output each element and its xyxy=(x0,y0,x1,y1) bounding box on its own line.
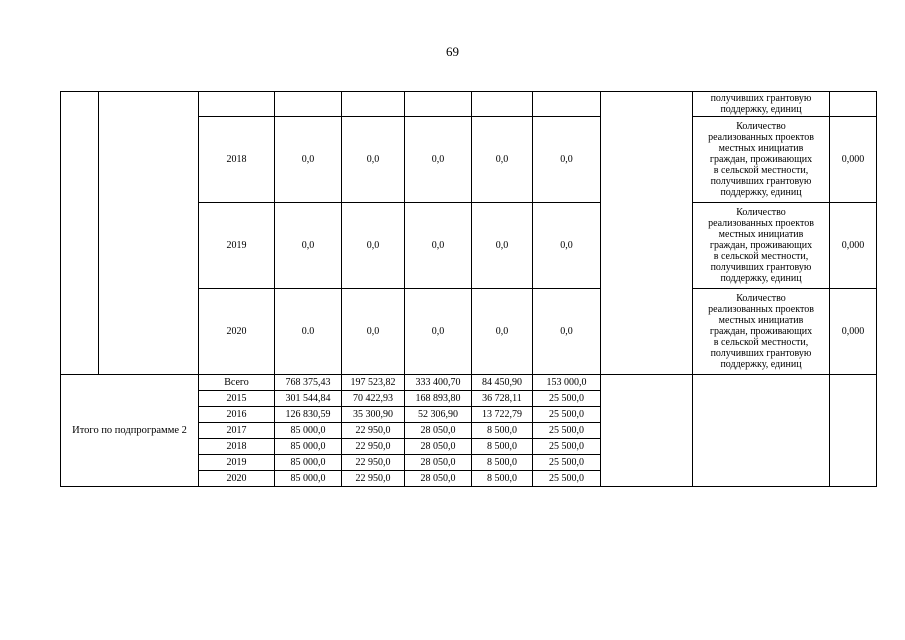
value-cell xyxy=(533,92,601,117)
value-cell: 25 500,0 xyxy=(533,423,601,439)
executor-cell xyxy=(601,375,693,487)
value-cell: 8 500,0 xyxy=(472,471,533,487)
year-cell: 2020 xyxy=(199,471,275,487)
target-cell xyxy=(830,375,877,487)
value-cell: 768 375,43 xyxy=(275,375,342,391)
year-cell: 2017 xyxy=(199,423,275,439)
value-cell: 22 950,0 xyxy=(342,455,405,471)
value-cell: 0,0 xyxy=(275,203,342,289)
value-cell: 25 500,0 xyxy=(533,391,601,407)
value-cell: 25 500,0 xyxy=(533,407,601,423)
value-cell: 0,0 xyxy=(405,203,472,289)
value-cell: 8 500,0 xyxy=(472,455,533,471)
target-cell: 0,000 xyxy=(830,289,877,375)
value-cell xyxy=(472,92,533,117)
value-cell: 85 000,0 xyxy=(275,439,342,455)
value-cell: 0,0 xyxy=(342,203,405,289)
value-cell: 0,0 xyxy=(533,117,601,203)
year-cell: Всего xyxy=(199,375,275,391)
indicator-cell xyxy=(693,289,830,375)
value-cell: 0,0 xyxy=(472,203,533,289)
value-cell: 0.0 xyxy=(275,289,342,375)
value-cell: 25 500,0 xyxy=(533,455,601,471)
value-cell: 0,0 xyxy=(405,117,472,203)
year-cell: 2019 xyxy=(199,455,275,471)
value-cell: 301 544,84 xyxy=(275,391,342,407)
year-cell: 2018 xyxy=(199,439,275,455)
value-cell: 28 050,0 xyxy=(405,471,472,487)
target-cell: 0,000 xyxy=(830,117,877,203)
value-cell: 333 400,70 xyxy=(405,375,472,391)
indicator-text: получивших грантовую поддержку, единиц xyxy=(710,93,812,115)
total-row xyxy=(61,375,877,391)
year-cell: 2020 xyxy=(199,289,275,375)
indicator-text: Количество реализованных проектов местных инициатив граждан, проживающих в сельской местности, получивших грантовую поддержку, единиц xyxy=(708,207,814,284)
value-cell: 8 500,0 xyxy=(472,423,533,439)
value-cell: 35 300,90 xyxy=(342,407,405,423)
page-number: 69 xyxy=(446,44,459,59)
value-cell: 22 950,0 xyxy=(342,471,405,487)
year-cell: 2015 xyxy=(199,391,275,407)
value-cell: 70 422,93 xyxy=(342,391,405,407)
value-cell xyxy=(342,92,405,117)
value-cell: 85 000,0 xyxy=(275,423,342,439)
target-cell xyxy=(830,92,877,117)
value-cell: 85 000,0 xyxy=(275,455,342,471)
value-cell: 13 722,79 xyxy=(472,407,533,423)
indicator-cell xyxy=(693,375,830,487)
value-cell: 197 523,82 xyxy=(342,375,405,391)
value-cell: 22 950,0 xyxy=(342,439,405,455)
value-cell: 0,0 xyxy=(472,117,533,203)
number-cell xyxy=(61,92,99,375)
value-cell: 36 728,11 xyxy=(472,391,533,407)
value-cell: 25 500,0 xyxy=(533,471,601,487)
indicator-cell xyxy=(693,117,830,203)
target-cell: 0,000 xyxy=(830,203,877,289)
value-cell: 0,0 xyxy=(405,289,472,375)
value-cell xyxy=(405,92,472,117)
indicator-text: Количество реализованных проектов местных инициатив граждан, проживающих в сельской местности, получивших грантовую поддержку, единиц xyxy=(708,293,814,370)
indicator-cell xyxy=(693,203,830,289)
year-cell: 2018 xyxy=(199,117,275,203)
value-cell: 153 000,0 xyxy=(533,375,601,391)
value-cell: 25 500,0 xyxy=(533,439,601,455)
value-cell: 168 893,80 xyxy=(405,391,472,407)
value-cell: 126 830,59 xyxy=(275,407,342,423)
value-cell: 8 500,0 xyxy=(472,439,533,455)
executor-cell xyxy=(601,92,693,375)
value-cell: 28 050,0 xyxy=(405,439,472,455)
value-cell: 28 050,0 xyxy=(405,455,472,471)
value-cell: 0,0 xyxy=(472,289,533,375)
value-cell: 22 950,0 xyxy=(342,423,405,439)
value-cell: 28 050,0 xyxy=(405,423,472,439)
budget-table xyxy=(60,91,877,487)
value-cell xyxy=(275,92,342,117)
table-row xyxy=(61,92,877,117)
value-cell: 0,0 xyxy=(533,203,601,289)
indicator-text: Количество реализованных проектов местных инициатив граждан, проживающих в сельской местности, получивших грантовую поддержку, единиц xyxy=(708,121,814,198)
year-cell xyxy=(199,92,275,117)
value-cell: 84 450,90 xyxy=(472,375,533,391)
value-cell: 0,0 xyxy=(342,117,405,203)
value-cell: 0,0 xyxy=(533,289,601,375)
indicator-cell xyxy=(693,92,830,117)
value-cell: 85 000,0 xyxy=(275,471,342,487)
value-cell: 52 306,90 xyxy=(405,407,472,423)
value-cell: 0,0 xyxy=(275,117,342,203)
year-cell: 2019 xyxy=(199,203,275,289)
name-cell xyxy=(99,92,199,375)
subprogram-total-label: Итого по подпрограмме 2 xyxy=(61,375,199,487)
value-cell: 0,0 xyxy=(342,289,405,375)
year-cell: 2016 xyxy=(199,407,275,423)
